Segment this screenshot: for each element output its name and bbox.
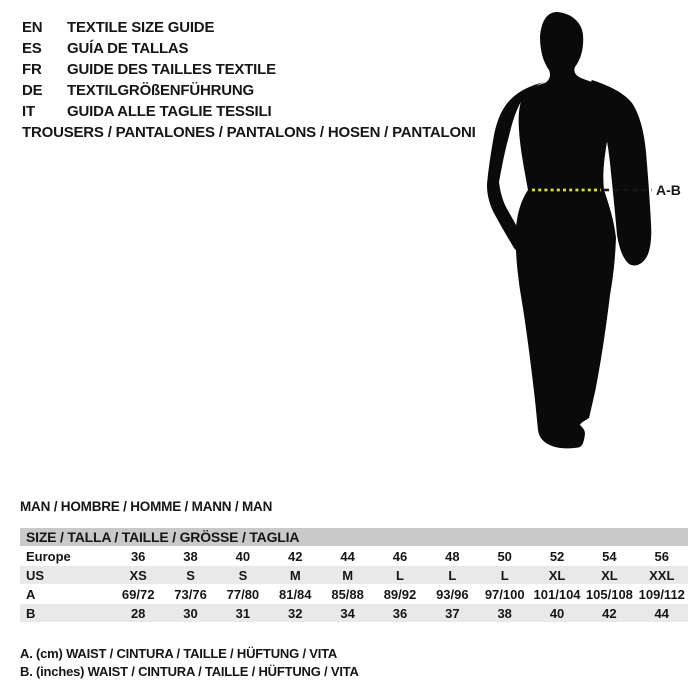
size-table bbox=[20, 528, 688, 622]
lang-row-fr bbox=[22, 59, 276, 80]
size-cell: 31 bbox=[235, 606, 251, 621]
size-cell: 37 bbox=[445, 606, 460, 621]
size-cell: 46 bbox=[392, 549, 408, 564]
table-row-a-cm bbox=[20, 584, 688, 603]
silhouette-body bbox=[516, 12, 616, 448]
size-cell: 101/104 bbox=[533, 587, 581, 602]
size-cell: S bbox=[186, 568, 195, 583]
size-table-header: SIZE / TALLA / TAILLE / GRÖSSE / TAGLIA bbox=[20, 528, 688, 546]
size-cell: M bbox=[342, 568, 354, 583]
size-cell: 56 bbox=[654, 549, 669, 564]
lang-code: ES bbox=[22, 40, 42, 57]
lang-row-en bbox=[22, 17, 276, 38]
size-cell: 40 bbox=[549, 606, 565, 621]
size-cell: XL bbox=[601, 568, 618, 583]
size-cell: 30 bbox=[183, 606, 198, 621]
size-cell: L bbox=[448, 568, 457, 583]
language-title-block bbox=[22, 17, 276, 122]
size-cell: 69/72 bbox=[121, 587, 155, 602]
size-cell: 52 bbox=[549, 549, 565, 564]
measurement-footnotes bbox=[20, 645, 359, 680]
lang-title: TEXTILE SIZE GUIDE bbox=[67, 19, 215, 36]
man-silhouette-figure bbox=[440, 0, 700, 470]
row-label: B bbox=[26, 606, 36, 621]
table-row-b-inches bbox=[20, 603, 688, 622]
size-cell: XL bbox=[548, 568, 566, 583]
size-cell: XS bbox=[129, 568, 147, 583]
row-label: A bbox=[26, 587, 36, 602]
size-cell: 34 bbox=[340, 606, 355, 621]
garment-type-line: TROUSERS / PANTALONES / PANTALONS / HOSEN / PANTALONI bbox=[22, 124, 476, 141]
row-label: Europe bbox=[26, 549, 71, 564]
size-cell: 73/76 bbox=[174, 587, 207, 602]
size-cell: 81/84 bbox=[278, 587, 312, 602]
size-cell: 42 bbox=[602, 606, 617, 621]
lang-row-it bbox=[22, 101, 276, 122]
lang-code: DE bbox=[22, 82, 43, 99]
size-cell: 36 bbox=[130, 549, 146, 564]
size-cell: S bbox=[238, 568, 248, 583]
size-cell: L bbox=[500, 568, 509, 583]
size-cell: 77/80 bbox=[226, 587, 260, 602]
footnote-a: A. (cm) WAIST / CINTURA / TAILLE / HÜFTUNG / VITA bbox=[20, 646, 338, 661]
size-cell: 97/100 bbox=[484, 587, 525, 602]
size-cell: 50 bbox=[497, 549, 512, 564]
size-cell: 48 bbox=[445, 549, 460, 564]
size-cell: M bbox=[289, 568, 301, 583]
footnote-b: B. (inches) WAIST / CINTURA / TAILLE / HÜFTUNG / VITA bbox=[20, 663, 359, 679]
size-cell: L bbox=[396, 568, 404, 583]
lang-title: GUIDA ALLE TAGLIE TESSILI bbox=[67, 103, 272, 120]
size-cell: 38 bbox=[497, 606, 512, 621]
lang-code: FR bbox=[22, 61, 42, 78]
row-label: US bbox=[26, 568, 45, 583]
size-cell: 54 bbox=[602, 549, 617, 564]
size-cell: 44 bbox=[340, 549, 355, 564]
man-silhouette-svg bbox=[440, 0, 700, 470]
measure-label-ab: A-B bbox=[656, 182, 681, 198]
size-cell: 109/112 bbox=[638, 587, 685, 602]
size-cell: 28 bbox=[130, 606, 146, 621]
size-cell: 36 bbox=[392, 606, 408, 621]
size-cell: 32 bbox=[288, 606, 303, 621]
table-row-europe bbox=[20, 546, 688, 565]
size-cell: 42 bbox=[288, 549, 303, 564]
lang-title: TEXTILGRÖßENFÜHRUNG bbox=[67, 82, 255, 99]
lang-row-es bbox=[22, 38, 276, 59]
size-cell: 93/96 bbox=[436, 587, 469, 602]
size-cell: 44 bbox=[654, 606, 669, 621]
size-cell: 85/88 bbox=[331, 587, 364, 602]
size-cell: 89/92 bbox=[383, 587, 417, 602]
lang-code: EN bbox=[22, 19, 43, 36]
lang-title: GUIDE DES TAILLES TEXTILE bbox=[67, 61, 276, 78]
table-row-us bbox=[20, 565, 688, 584]
size-cell: 40 bbox=[235, 549, 251, 564]
size-cell: 38 bbox=[183, 549, 198, 564]
lang-row-de bbox=[22, 80, 276, 101]
size-cell: XXL bbox=[649, 568, 675, 583]
lang-title: GUÍA DE TALLAS bbox=[67, 40, 189, 57]
size-cell: 105/108 bbox=[585, 587, 633, 602]
gender-section-title: MAN / HOMBRE / HOMME / MANN / MAN bbox=[20, 499, 273, 514]
lang-code: IT bbox=[22, 103, 35, 120]
